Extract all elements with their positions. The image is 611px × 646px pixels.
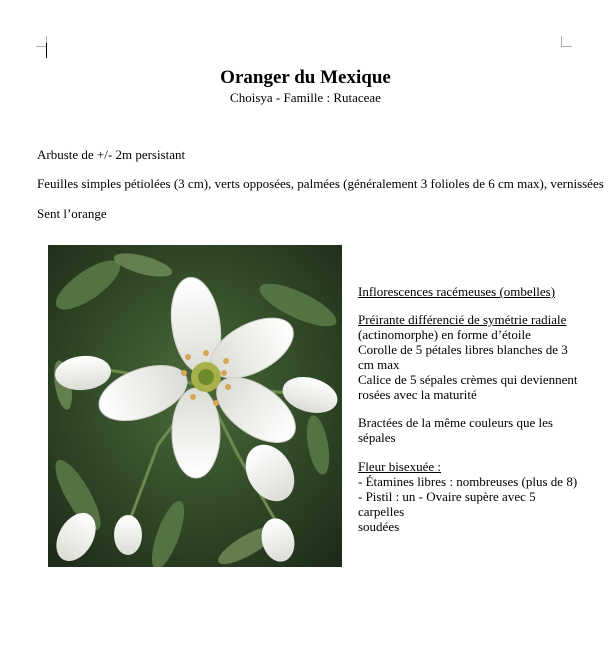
- perianth-block: [358, 312, 578, 402]
- flower-line[interactable]: - Pistil : un - Ovaire supère avec 5 carpelles: [358, 489, 536, 519]
- flower-heading[interactable]: Fleur bisexuée :: [358, 459, 442, 474]
- perianth-line[interactable]: Calice de 5 sépales crèmes qui deviennent: [358, 372, 578, 387]
- paragraph-leaves[interactable]: Feuilles simples pétiolées (3 cm), verts opposées, palmées (généralement 3 folioles de 6 cm max), vernissées: [37, 176, 604, 191]
- perianth-line[interactable]: rosées avec la maturité: [358, 387, 477, 402]
- flower-line[interactable]: soudées: [358, 519, 400, 534]
- paragraph-scent[interactable]: Sent l’orange: [37, 206, 107, 221]
- flower-photo[interactable]: [48, 245, 342, 567]
- perianth-line[interactable]: cm max: [358, 357, 400, 372]
- inflorescence-heading: [358, 284, 578, 299]
- flower-line[interactable]: - Étamines libres : nombreuses (plus de 8): [358, 474, 578, 489]
- paragraph-size[interactable]: Arbuste de +/- 2m persistant: [37, 147, 186, 162]
- perianth-line[interactable]: Corolle de 5 pétales libres blanches de 3: [358, 342, 568, 357]
- document-title[interactable]: Oranger du Mexique: [220, 67, 391, 88]
- page-corner-marker-top-right: [561, 36, 572, 47]
- bracts-block: [358, 415, 578, 445]
- perianth-heading[interactable]: Préirante différencié de symétrie radiale: [358, 312, 567, 327]
- document-subtitle[interactable]: Choisya - Famille : Rutaceae: [230, 90, 381, 105]
- text-cursor: [46, 43, 47, 58]
- bracts-line[interactable]: Bractées de la même couleurs que les: [358, 415, 553, 430]
- bracts-line[interactable]: sépales: [358, 430, 396, 445]
- perianth-line[interactable]: (actinomorphe) en forme d’étoile: [358, 327, 531, 342]
- flower-photo-drawing: [48, 245, 342, 567]
- inflorescence-heading-text[interactable]: Inflorescences racémeuses (ombelles): [358, 284, 556, 299]
- flower-block: [358, 459, 578, 534]
